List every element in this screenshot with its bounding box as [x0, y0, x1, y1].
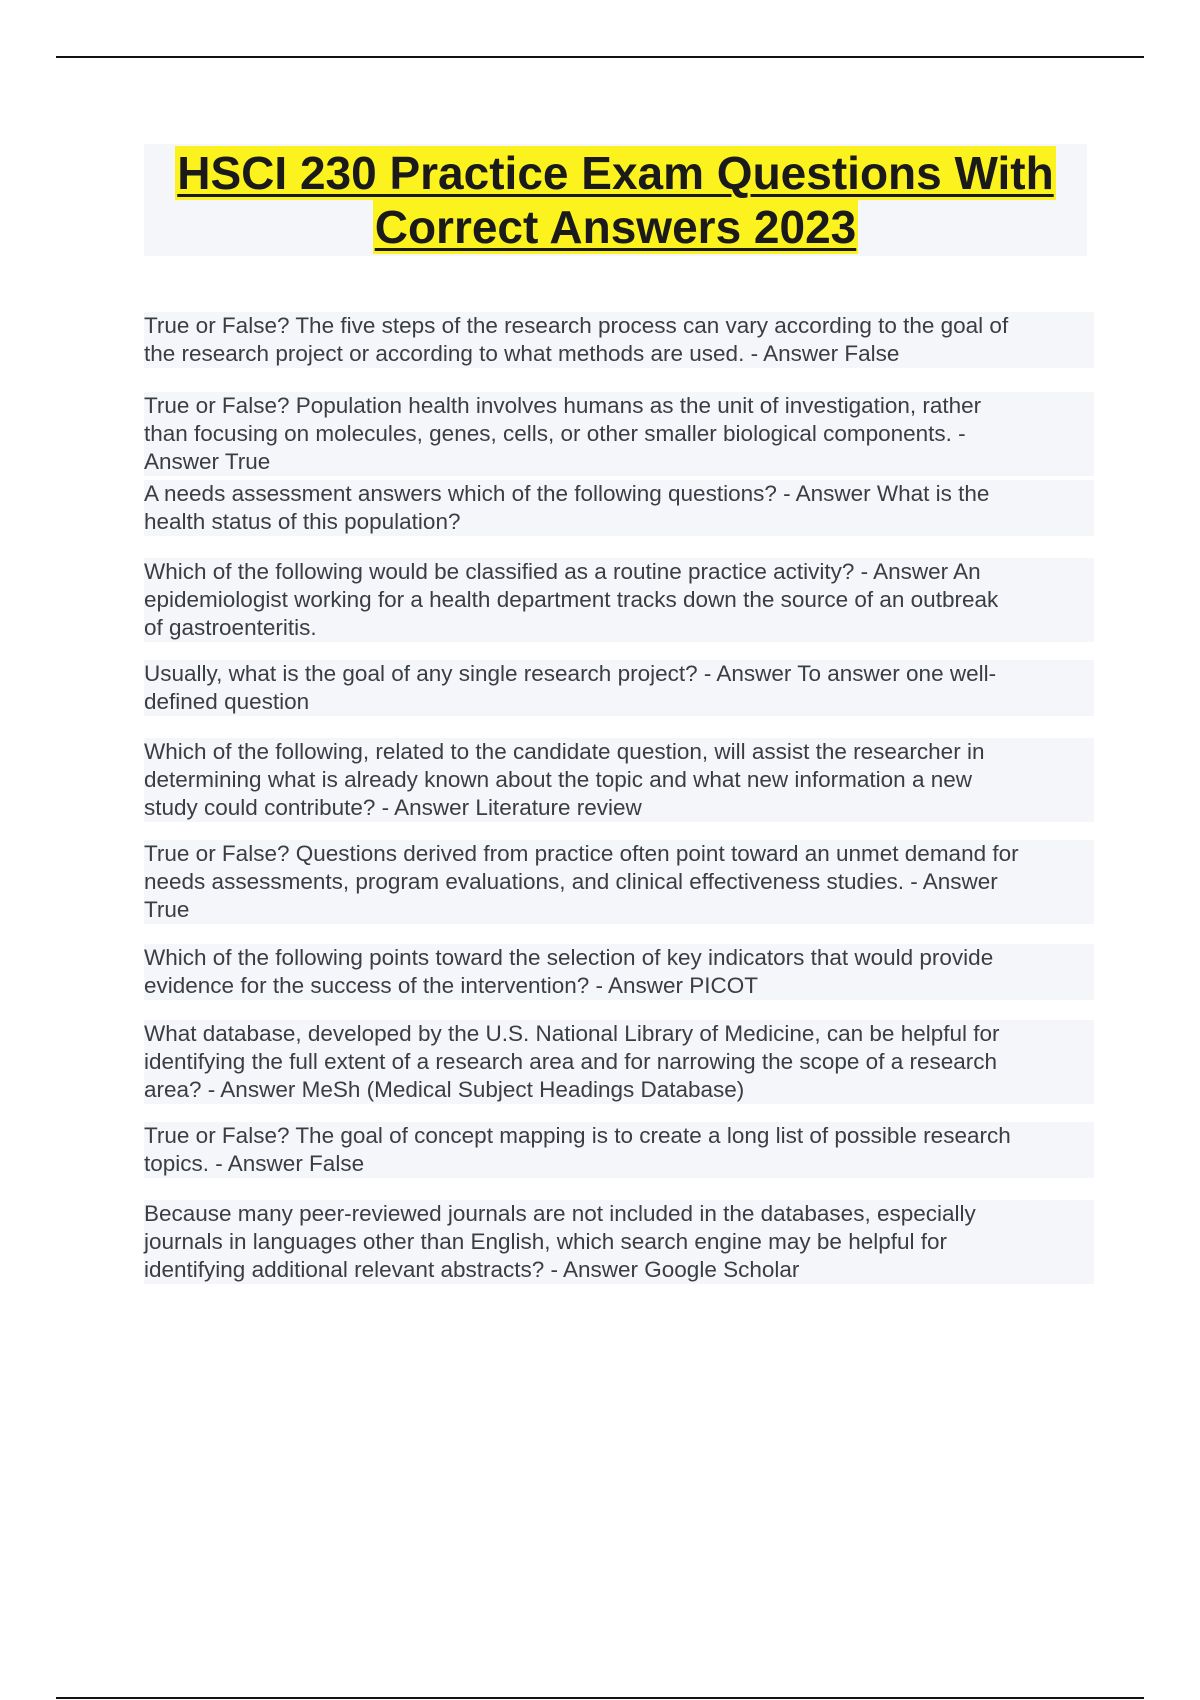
qa-line: area? - Answer MeSh (Medical Subject Headings Database)	[144, 1077, 745, 1102]
qa-line: the research project or according to what methods are used. - Answer False	[144, 341, 900, 366]
qa-item	[144, 312, 1094, 368]
title-line-2: Correct Answers 2023	[374, 201, 857, 253]
qa-line: epidemiologist working for a health department tracks down the source of an outbreak	[144, 587, 999, 612]
qa-line: defined question	[144, 689, 310, 714]
qa-line: True or False? The goal of concept mapping is to create a long list of possible research	[144, 1123, 1011, 1148]
qa-line: identifying additional relevant abstracts? - Answer Google Scholar	[144, 1257, 800, 1282]
qa-line: study could contribute? - Answer Literature review	[144, 795, 642, 820]
qa-line: determining what is already known about the topic and what new information a new	[144, 767, 972, 792]
qa-item	[144, 392, 1094, 476]
qa-line: True or False? The five steps of the research process can vary according to the goal of	[144, 313, 1009, 338]
qa-line: Answer True	[144, 449, 271, 474]
title-line-1: HSCI 230 Practice Exam Questions With	[177, 147, 1054, 199]
qa-line: than focusing on molecules, genes, cells, or other smaller biological components. -	[144, 421, 966, 446]
qa-item	[144, 1122, 1094, 1178]
qa-line: What database, developed by the U.S. National Library of Medicine, can be helpful for	[144, 1021, 1000, 1046]
qa-line: True or False? Population health involves humans as the unit of investigation, rather	[144, 393, 982, 418]
document-title	[144, 144, 1087, 256]
qa-line: Because many peer-reviewed journals are not included in the databases, especially	[144, 1201, 976, 1226]
top-rule	[56, 56, 1144, 58]
qa-item	[144, 558, 1094, 642]
qa-line: health status of this population?	[144, 509, 461, 534]
qa-line: Which of the following, related to the candidate question, will assist the researcher in	[144, 739, 985, 764]
bottom-rule	[56, 1697, 1144, 1699]
qa-item	[144, 738, 1094, 822]
qa-line: True	[144, 897, 190, 922]
qa-line: Usually, what is the goal of any single research project? - Answer To answer one well-	[144, 661, 997, 686]
qa-item	[144, 480, 1094, 536]
qa-line: needs assessments, program evaluations, and clinical effectiveness studies. - Answer	[144, 869, 998, 894]
qa-item	[144, 660, 1094, 716]
qa-line: journals in languages other than English, which search engine may be helpful for	[144, 1229, 948, 1254]
qa-line: of gastroenteritis.	[144, 615, 317, 640]
qa-item	[144, 840, 1094, 924]
qa-item	[144, 1200, 1094, 1284]
qa-line: A needs assessment answers which of the following questions? - Answer What is the	[144, 481, 990, 506]
qa-line: Which of the following would be classified as a routine practice activity? - Answer An	[144, 559, 981, 584]
qa-item	[144, 944, 1094, 1000]
qa-line: evidence for the success of the intervention? - Answer PICOT	[144, 973, 759, 998]
qa-line: True or False? Questions derived from practice often point toward an unmet demand for	[144, 841, 1019, 866]
qa-line: topics. - Answer False	[144, 1151, 365, 1176]
qa-line: identifying the full extent of a research area and for narrowing the scope of a research	[144, 1049, 998, 1074]
qa-item	[144, 1020, 1094, 1104]
qa-line: Which of the following points toward the selection of key indicators that would provide	[144, 945, 994, 970]
